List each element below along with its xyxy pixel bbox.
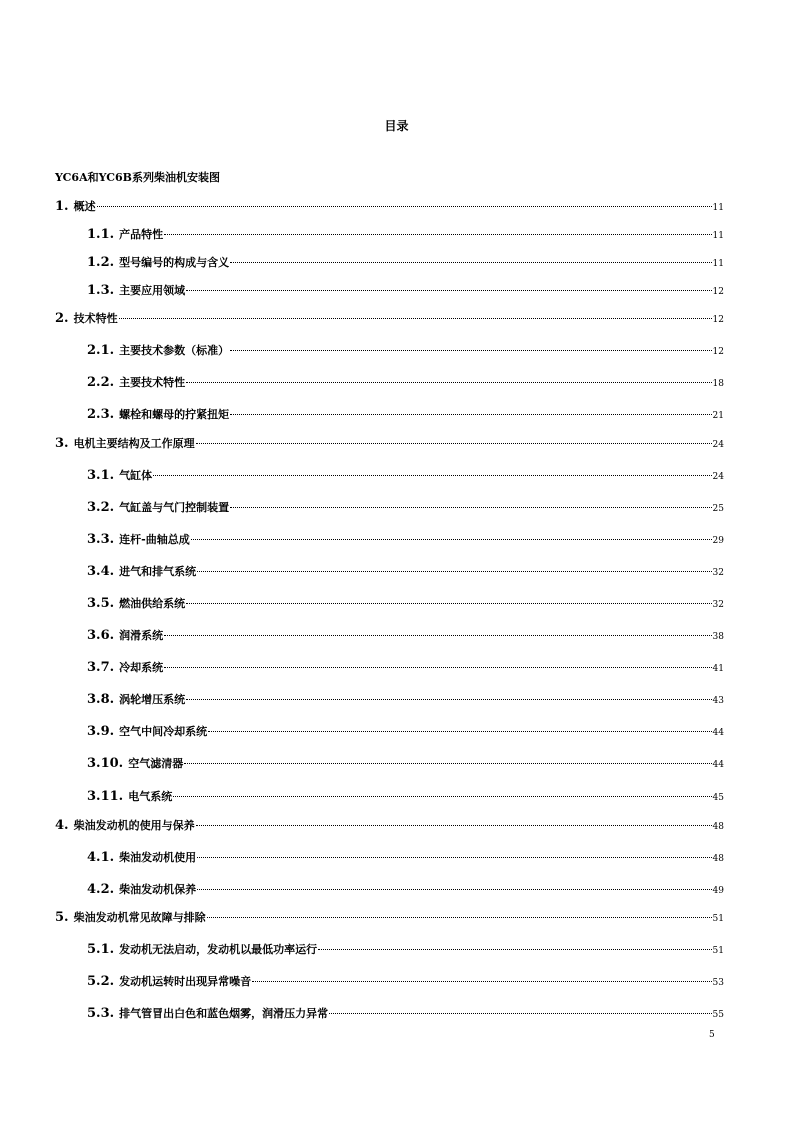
toc-entry[interactable] — [55, 818, 724, 835]
toc-entry-page: 25 — [712, 504, 724, 514]
toc-entry-number: 3.10. — [87, 756, 124, 771]
toc-entry[interactable] — [87, 375, 724, 392]
toc-entry-text: 主要技术特性 — [119, 376, 186, 389]
toc-entry-page: 48 — [712, 822, 724, 832]
toc-entry-number: 5.2. — [87, 974, 115, 989]
toc-entry-text: 主要技术参数（标准） — [119, 344, 230, 357]
toc-entry-number: 1.3. — [87, 283, 115, 298]
toc-entry-text: 连杆-曲轴总成 — [119, 533, 190, 546]
toc-entry-text: 涡轮增压系统 — [119, 693, 186, 706]
toc-entry-number: 4.1. — [87, 850, 115, 865]
toc-entry-text: 型号编号的构成与含义 — [119, 256, 230, 269]
toc-dot-leader — [329, 1013, 711, 1014]
toc-title: 目录 — [384, 119, 409, 133]
toc-dot-leader — [164, 667, 711, 668]
toc-entry-text: 燃油供给系统 — [119, 597, 186, 610]
toc-entry[interactable] — [87, 407, 724, 424]
toc-entry[interactable] — [55, 436, 724, 453]
toc-dot-leader — [186, 382, 711, 383]
toc-dot-leader — [196, 825, 712, 826]
toc-entry[interactable] — [87, 596, 724, 613]
toc-entry-page: 12 — [712, 315, 724, 325]
toc-entry-number: 3.4. — [87, 564, 115, 579]
toc-entry-text: 气缸盖与气门控制装置 — [119, 501, 230, 514]
toc-entry-number: 3.6. — [87, 628, 115, 643]
toc-entry-page: 45 — [712, 793, 724, 803]
toc-entry-text: 技术特性 — [73, 312, 118, 325]
toc-entry[interactable] — [87, 692, 724, 709]
toc-entry-text: 排气管冒出白色和蓝色烟雾，润滑压力异常 — [119, 1007, 329, 1020]
toc-entry[interactable] — [87, 660, 724, 677]
toc-entry-text: 空气中间冷却系统 — [119, 725, 208, 738]
toc-entry[interactable] — [87, 343, 724, 360]
toc-dot-leader — [184, 763, 711, 764]
toc-entry[interactable] — [55, 910, 724, 927]
toc-entry-text: 气缸体 — [119, 469, 153, 482]
toc-entry-text: 冷却系统 — [119, 661, 164, 674]
toc-entry-number: 4. — [55, 818, 69, 833]
toc-dot-leader — [186, 290, 711, 291]
toc-dot-leader — [119, 318, 712, 319]
toc-dot-leader — [196, 443, 712, 444]
toc-entry-page: 12 — [712, 287, 724, 297]
toc-entry-page: 29 — [712, 536, 724, 546]
toc-entry-page: 24 — [712, 472, 724, 482]
toc-intro-line: YC6A和YC6B系列柴油机安装图 — [55, 171, 220, 184]
toc-entry[interactable] — [87, 628, 724, 645]
toc-dot-leader — [230, 507, 711, 508]
toc-entry-number: 1.2. — [87, 255, 115, 270]
toc-entry-text: 进气和排气系统 — [119, 565, 197, 578]
toc-dot-leader — [173, 796, 711, 797]
toc-entry[interactable] — [87, 564, 724, 581]
toc-entry-number: 3.1. — [87, 468, 115, 483]
toc-entry-text: 柴油发动机使用 — [119, 851, 197, 864]
toc-entry[interactable] — [87, 468, 724, 485]
toc-dot-leader — [252, 981, 711, 982]
toc-entry-text: 电气系统 — [128, 790, 173, 803]
toc-dot-leader — [207, 917, 712, 918]
toc-entry-text: 发动机无法启动，发动机以最低功率运行 — [119, 943, 318, 956]
toc-dot-leader — [164, 234, 711, 235]
toc-dot-leader — [197, 571, 711, 572]
toc-entry-page: 12 — [712, 347, 724, 357]
toc-entry[interactable] — [87, 724, 724, 741]
toc-entry-number: 1. — [55, 199, 69, 214]
toc-entry-number: 3.3. — [87, 532, 115, 547]
toc-entry-number: 3.2. — [87, 500, 115, 515]
toc-entry-page: 44 — [712, 760, 724, 770]
toc-entry-number: 2.2. — [87, 375, 115, 390]
toc-dot-leader — [197, 889, 711, 890]
toc-entry[interactable] — [87, 1006, 724, 1023]
toc-entry-page: 53 — [712, 978, 724, 988]
toc-entry-page: 18 — [712, 379, 724, 389]
toc-entry[interactable] — [87, 882, 724, 899]
toc-entry[interactable] — [87, 255, 724, 272]
toc-entry-text: 柴油发动机的使用与保养 — [73, 819, 195, 832]
toc-entry-number: 3. — [55, 436, 69, 451]
toc-dot-leader — [186, 603, 711, 604]
toc-entry-text: 螺栓和螺母的拧紧扭矩 — [119, 408, 230, 421]
toc-entry-page: 11 — [712, 231, 724, 241]
toc-dot-leader — [318, 949, 711, 950]
toc-entry-text: 润滑系统 — [119, 629, 164, 642]
toc-entry-number: 3.5. — [87, 596, 115, 611]
toc-entry[interactable] — [55, 311, 724, 328]
toc-entry[interactable] — [87, 942, 724, 959]
toc-entry-page: 11 — [712, 203, 724, 213]
toc-entry-text: 柴油发动机保养 — [119, 883, 197, 896]
toc-dot-leader — [191, 539, 712, 540]
toc-entry-number: 3.7. — [87, 660, 115, 675]
toc-entry-page: 44 — [712, 728, 724, 738]
toc-entry[interactable] — [87, 283, 724, 300]
toc-entry-page: 32 — [712, 568, 724, 578]
toc-entry-page: 24 — [712, 440, 724, 450]
toc-entry-page: 49 — [712, 886, 724, 896]
toc-dot-leader — [186, 699, 711, 700]
toc-dot-leader — [208, 731, 711, 732]
toc-entry-text: 概述 — [73, 200, 96, 213]
toc-entry-text: 产品特性 — [119, 228, 164, 241]
toc-entry-number: 1.1. — [87, 227, 115, 242]
toc-entry-number: 3.9. — [87, 724, 115, 739]
toc-entry-number: 4.2. — [87, 882, 115, 897]
toc-entry-text: 空气滤清器 — [128, 757, 184, 770]
toc-entry-text: 电机主要结构及工作原理 — [73, 437, 195, 450]
toc-entry-page: 43 — [712, 696, 724, 706]
toc-dot-leader — [97, 206, 712, 207]
toc-entry-page: 41 — [712, 664, 724, 674]
toc-entry-text: 柴油发动机常见故障与排除 — [73, 911, 206, 924]
toc-entry[interactable] — [87, 227, 724, 244]
toc-entry[interactable] — [87, 756, 724, 773]
toc-dot-leader — [153, 475, 711, 476]
toc-entry-page: 55 — [712, 1010, 724, 1020]
toc-entry-number: 5.3. — [87, 1006, 115, 1021]
page-number: 5 — [709, 1030, 715, 1040]
toc-entry[interactable] — [87, 532, 724, 549]
toc-entry-page: 51 — [712, 946, 724, 956]
toc-entry-page: 51 — [712, 914, 724, 924]
toc-entry-number: 3.8. — [87, 692, 115, 707]
toc-entry[interactable] — [55, 199, 724, 216]
toc-entry-number: 5. — [55, 910, 69, 925]
toc-entry-number: 3.11. — [87, 789, 124, 804]
toc-entry-page: 11 — [712, 259, 724, 269]
toc-entry-text: 主要应用领域 — [119, 284, 186, 297]
toc-entry[interactable] — [87, 974, 724, 991]
toc-entry-page: 21 — [712, 411, 724, 421]
toc-entry-number: 2.3. — [87, 407, 115, 422]
toc-entry-text: 发动机运转时出现异常噪音 — [119, 975, 252, 988]
toc-entry-page: 32 — [712, 600, 724, 610]
toc-dot-leader — [230, 262, 711, 263]
toc-dot-leader — [197, 857, 711, 858]
toc-entry-page: 48 — [712, 854, 724, 864]
toc-dot-leader — [230, 350, 711, 351]
toc-entry[interactable] — [87, 500, 724, 517]
toc-dot-leader — [164, 635, 711, 636]
toc-entry-number: 2.1. — [87, 343, 115, 358]
toc-entry[interactable] — [87, 789, 724, 806]
toc-entry-page: 38 — [712, 632, 724, 642]
toc-dot-leader — [230, 414, 711, 415]
toc-entry-number: 5.1. — [87, 942, 115, 957]
toc-entry[interactable] — [87, 850, 724, 867]
toc-entry-number: 2. — [55, 311, 69, 326]
